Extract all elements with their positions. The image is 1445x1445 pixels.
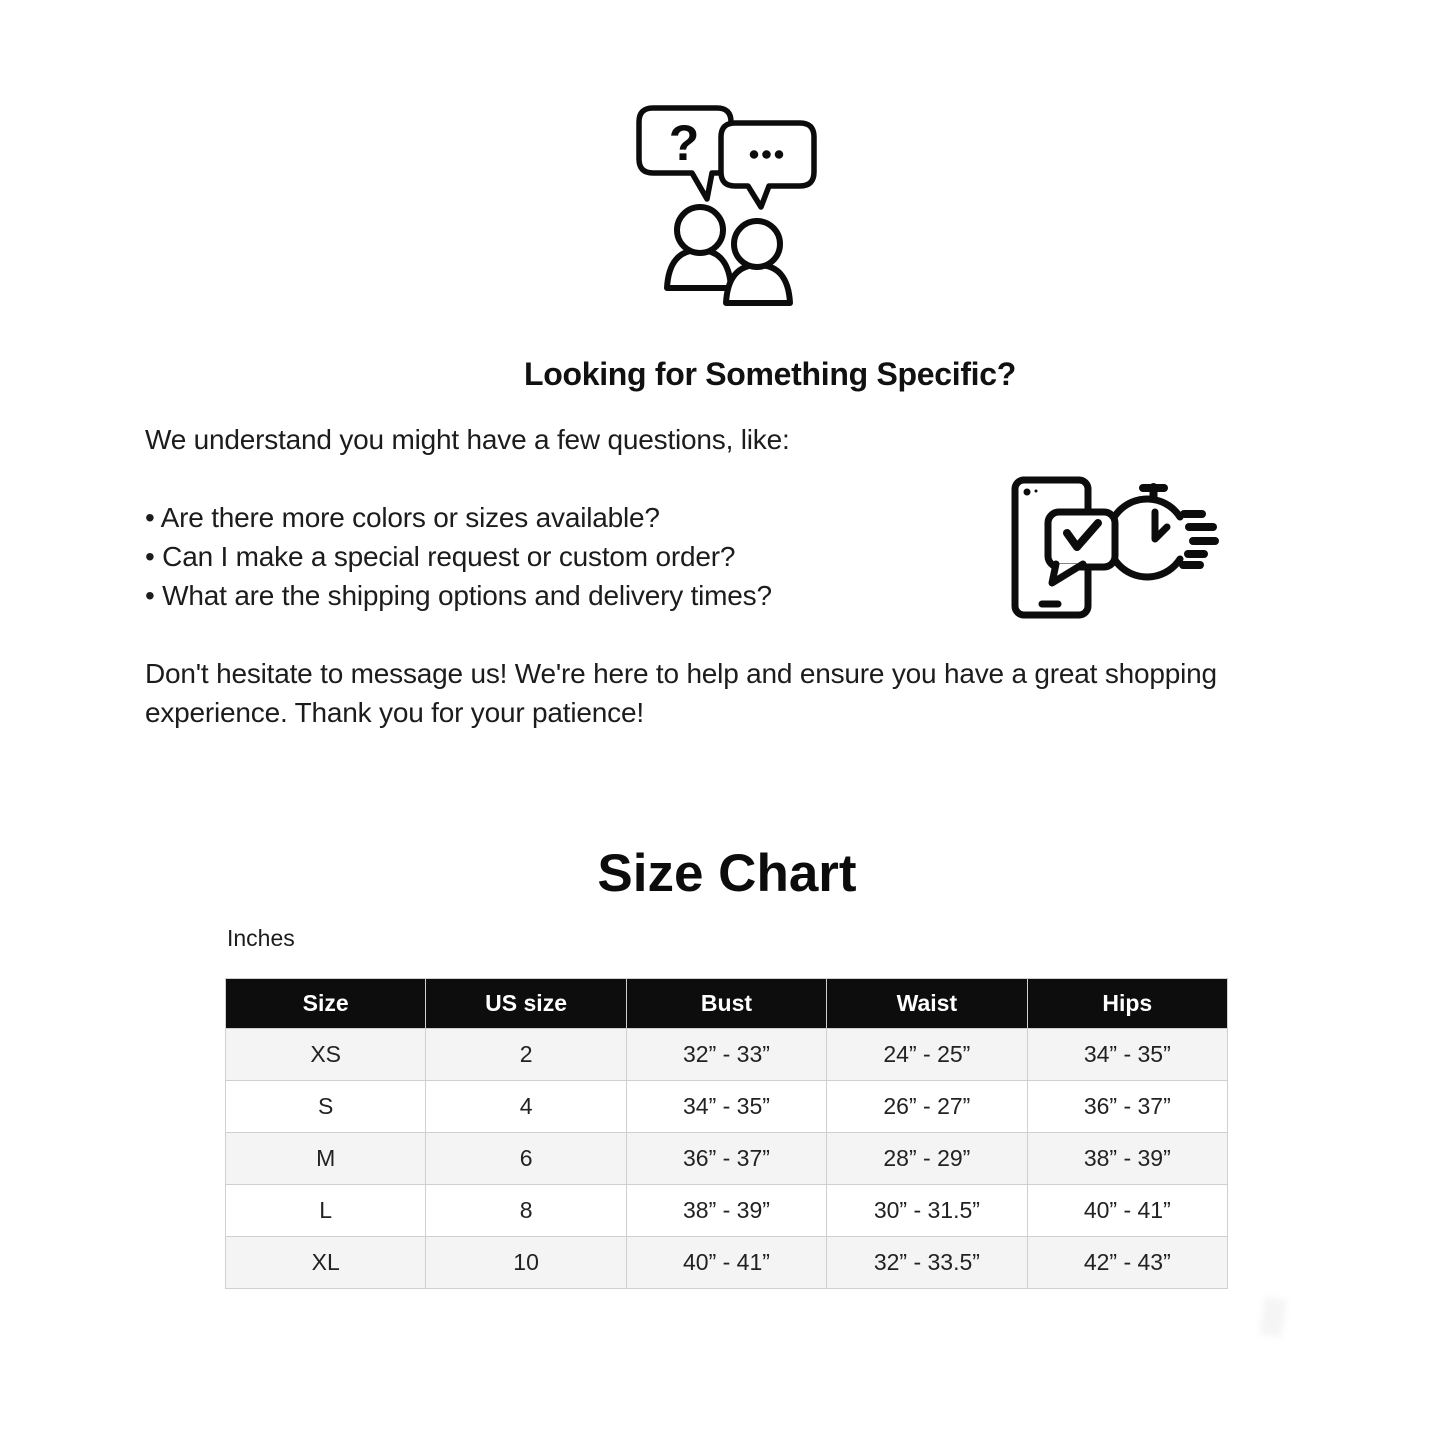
table-row [226, 1081, 1228, 1133]
phone-message-stopwatch-icon [1010, 475, 1220, 620]
cell-size: M [226, 1133, 426, 1185]
cell-us: 10 [426, 1237, 626, 1289]
cell-bust: 40” - 41” [626, 1237, 826, 1289]
cell-bust: 34” - 35” [626, 1081, 826, 1133]
column-header-bust: Bust [626, 979, 826, 1029]
question-bullet: • Are there more colors or sizes available? [145, 502, 660, 533]
cell-size: XS [226, 1029, 426, 1081]
column-header-waist: Waist [827, 979, 1027, 1029]
cell-size: XL [226, 1237, 426, 1289]
stopwatch-hand-icon [1155, 512, 1167, 539]
cell-size: S [226, 1081, 426, 1133]
cell-waist: 30” - 31.5” [827, 1185, 1027, 1237]
intro-line: We understand you might have a few questions, like: [145, 424, 790, 455]
cell-us: 2 [426, 1029, 626, 1081]
cell-waist: 32” - 33.5” [827, 1237, 1027, 1289]
cell-us: 6 [426, 1133, 626, 1185]
table-header-row [226, 979, 1228, 1029]
table-row [226, 1237, 1228, 1289]
people-chat-bubbles-icon [635, 103, 820, 308]
cell-size: L [226, 1185, 426, 1237]
column-header-us-size: US size [426, 979, 626, 1029]
person-left-head-icon [677, 207, 723, 253]
cell-bust: 38” - 39” [626, 1185, 826, 1237]
cell-bust: 36” - 37” [626, 1133, 826, 1185]
typing-dots-icon [750, 150, 784, 159]
cell-hips: 42” - 43” [1027, 1237, 1227, 1289]
cell-waist: 28” - 29” [827, 1133, 1027, 1185]
table-row [226, 1029, 1228, 1081]
person-right-head-icon [734, 221, 780, 267]
dots-bubble-icon [721, 123, 814, 207]
cell-waist: 24” - 25” [827, 1029, 1027, 1081]
question-mark-glyph: ? [668, 115, 700, 171]
question-bullet: • What are the shipping options and delivery times? [145, 580, 772, 611]
stopwatch-icon [1108, 487, 1215, 577]
speed-lines-icon [1183, 514, 1215, 565]
cell-bust: 32” - 33” [626, 1029, 826, 1081]
size-chart-title: Size Chart [597, 844, 857, 903]
phone-camera-icon [1024, 489, 1031, 496]
cell-us: 8 [426, 1185, 626, 1237]
cell-hips: 36” - 37” [1027, 1081, 1227, 1133]
cell-hips: 38” - 39” [1027, 1133, 1227, 1185]
question-bullet: • Can I make a special request or custom order? [145, 541, 736, 572]
cell-hips: 34” - 35” [1027, 1029, 1227, 1081]
spacer [145, 615, 1217, 654]
size-chart-table [225, 978, 1228, 1289]
watermark [1259, 1297, 1286, 1338]
person-right-body-icon [726, 265, 790, 303]
table-row [226, 1133, 1228, 1185]
closing-line: Don't hesitate to message us! We're here to help and ensure you have a great shopping [145, 658, 1217, 689]
column-header-hips: Hips [1027, 979, 1227, 1029]
closing-line: experience. Thank you for your patience! [145, 697, 644, 728]
cell-waist: 26” - 27” [827, 1081, 1027, 1133]
cell-hips: 40” - 41” [1027, 1185, 1227, 1237]
help-heading: Looking for Something Specific? [523, 356, 1017, 392]
column-header-size: Size [226, 979, 426, 1029]
unit-label: Inches [227, 925, 295, 951]
cell-us: 4 [426, 1081, 626, 1133]
table-row [226, 1185, 1228, 1237]
